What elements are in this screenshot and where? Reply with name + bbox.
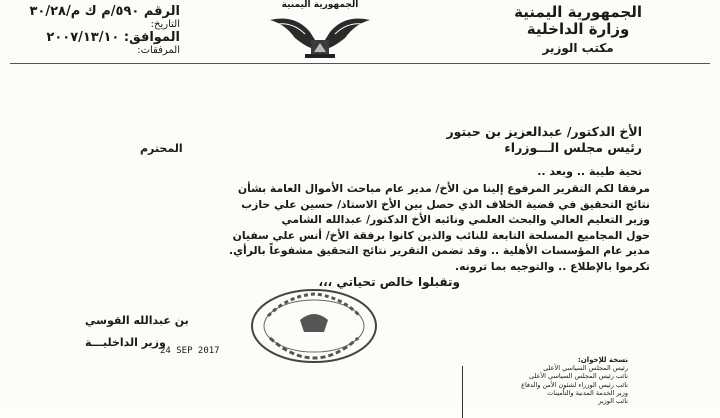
greeting: تحية طيبة .. وبعد .. [537, 165, 642, 178]
cc-items [468, 364, 628, 405]
ministry-name: وزارة الداخلية [526, 20, 630, 39]
body-line: مرفقا لكم التقرير المرفوع إلينا من الأخ/ مدير عام مباحث الأموال العامة بشأن [237, 182, 650, 195]
addressee [446, 124, 642, 156]
letterhead-right [514, 4, 642, 55]
closing: وتقبلوا خالص تحياتي ،،، [318, 275, 460, 289]
date-label: التاريخ: [150, 19, 180, 30]
received-date-stamp: 24 SEP 2017 [160, 346, 220, 356]
addressee-title: رئيس مجلس الـــوزراء [504, 140, 642, 155]
emblem-caption: الجمهورية اليمنية [281, 0, 359, 10]
list-item: رئيس المجلس السياسي الأعلى [543, 364, 628, 373]
official-stamp [248, 286, 380, 366]
cc-heading: نسخة للإخوان: [577, 356, 628, 364]
reference-number: الرقم ٥٩٠/م ك م/٣٠/٢٨ [29, 4, 180, 19]
corresponding-date: الموافق: ٢٠٠٧/١٣/١٠ [46, 30, 180, 45]
list-item: وزير الخدمة المدنية والتأمينات [547, 388, 628, 397]
republic-name: الجمهورية اليمنية [514, 3, 642, 21]
letter-body [90, 181, 650, 274]
list-item: نائب الوزير [598, 397, 628, 406]
list-item: نائب رئيس الوزراء لشئون الأمن والدفاع [521, 380, 628, 389]
attachments-label: المرفقات: [137, 45, 180, 56]
body-line: تكرموا بالإطلاع .. والتوجيه بما ترونه. [454, 259, 650, 273]
seal-icon [248, 286, 380, 366]
body-line: مدير عام المؤسسات الأهلية .. وقد تضمن التقرير نتائج التحقيق مشفوعاً بالرأي. [229, 244, 650, 257]
body-line: نتائج التحقيق في قضية الخلاف الذي حصل بين الأخ الاستاذ/ حسين علي حازب [241, 197, 650, 211]
header-divider [10, 63, 710, 64]
cc-list [468, 356, 628, 405]
national-emblem [260, 0, 380, 62]
list-item: نائب رئيس المجلس السياسي الأعلى [529, 372, 628, 381]
cc-brace [462, 366, 465, 418]
addressee-name: الأخ الدكتور/ عبدالعزيز بن حبتور [446, 124, 642, 139]
honorific: المحترم [140, 142, 183, 155]
signatory-name: بن عبدالله القوسي [85, 314, 189, 327]
letterhead-left [30, 5, 180, 57]
body-line: وزير التعليم العالي والبحث العلمي ونائبه الأخ الدكتور/ عبدالله الشامي [281, 213, 650, 226]
eagle-emblem-icon [265, 10, 375, 60]
office-name: مكتب الوزير [542, 40, 614, 55]
signatory-title: وزير الداخليـــة [85, 336, 166, 349]
body-line: حول المجاميع المسلحة التابعة للنائب والذين كانوا برفقة الأخ/ أنس علي سفيان [232, 228, 650, 242]
